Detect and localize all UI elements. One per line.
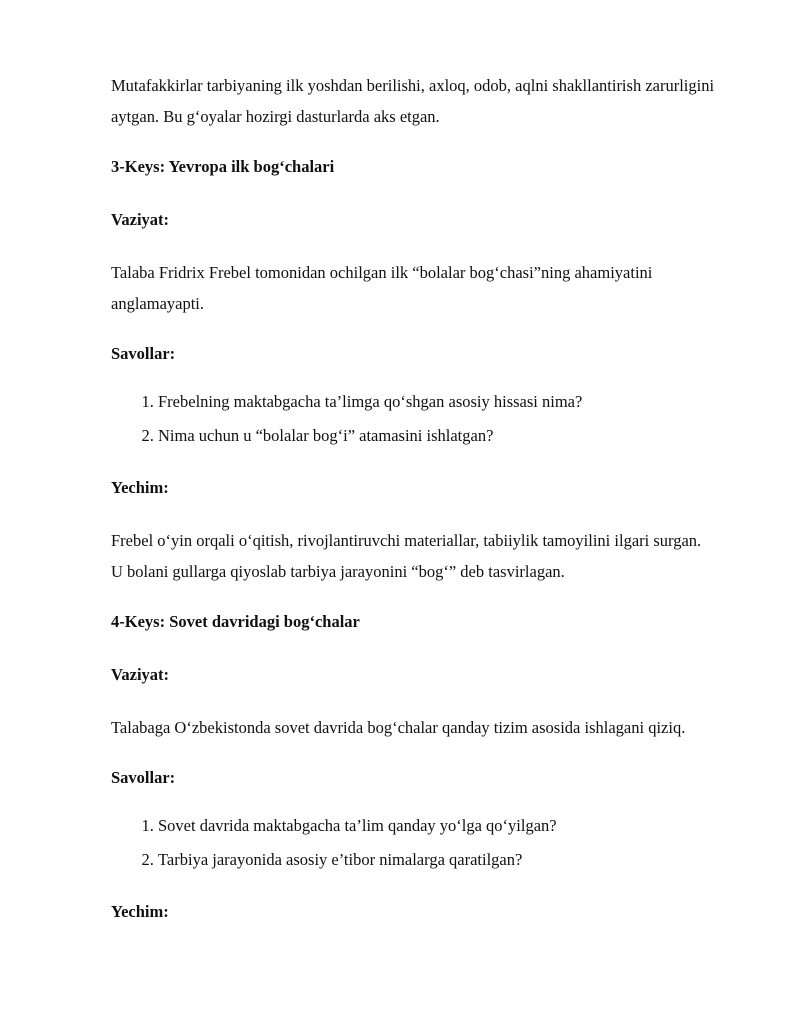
case3-title: 3-Keys: Yevropa ilk bog‘chalari	[111, 157, 335, 176]
case3-questions-label: Savollar:	[111, 344, 176, 363]
case4-solution-label: Yechim:	[111, 902, 169, 921]
intro-paragraph: Mutafakkirlar tarbiyaning ilk yoshdan berilishi, axloq, odob, aqlni shakllantirish zarurligini aytgan. Bu g‘oyalar hozirgi dasturlarda aks etgan.	[111, 76, 715, 126]
case4-situation-text: Talabaga O‘zbekistonda sovet davrida bog‘chalar qanday tizim asosida ishlagani qiziq.	[111, 718, 686, 737]
case3-situation-label: Vaziyat:	[111, 210, 170, 229]
case4-questions-label: Savollar:	[111, 768, 176, 787]
case3-solution-label: Yechim:	[111, 478, 169, 497]
case3-solution-text: Frebel o‘yin orqali o‘qitish, rivojlantiruvchi materiallar, tabiiylik tamoyilini ilgari surgan. U bolani gullarga qiyoslab tarbiya jarayonini “bog‘” deb tasvirlagan.	[111, 531, 702, 581]
list-item: 2. Nima uchun u “bolalar bog‘i” atamasini ishlatgan?	[158, 419, 716, 453]
list-item: 1. Frebelning maktabgacha ta’limga qo‘shgan asosiy hissasi nima?	[158, 385, 716, 419]
list-item: 1. Sovet davrida maktabgacha ta’lim qanday yo‘lga qo‘yilgan?	[158, 809, 716, 843]
list-item: 2. Tarbiya jarayonida asosiy e’tibor nimalarga qaratilgan?	[158, 843, 716, 877]
case4-questions-list	[111, 809, 716, 877]
case4-situation-label: Vaziyat:	[111, 665, 170, 684]
document-body	[111, 70, 716, 949]
case3-situation-text: Talaba Fridrix Frebel tomonidan ochilgan ilk “bolalar bog‘chasi”ning ahamiyatini anglamayapti.	[111, 263, 653, 313]
case3-questions-list	[111, 385, 716, 453]
case4-title: 4-Keys: Sovet davridagi bog‘chalar	[111, 612, 360, 631]
